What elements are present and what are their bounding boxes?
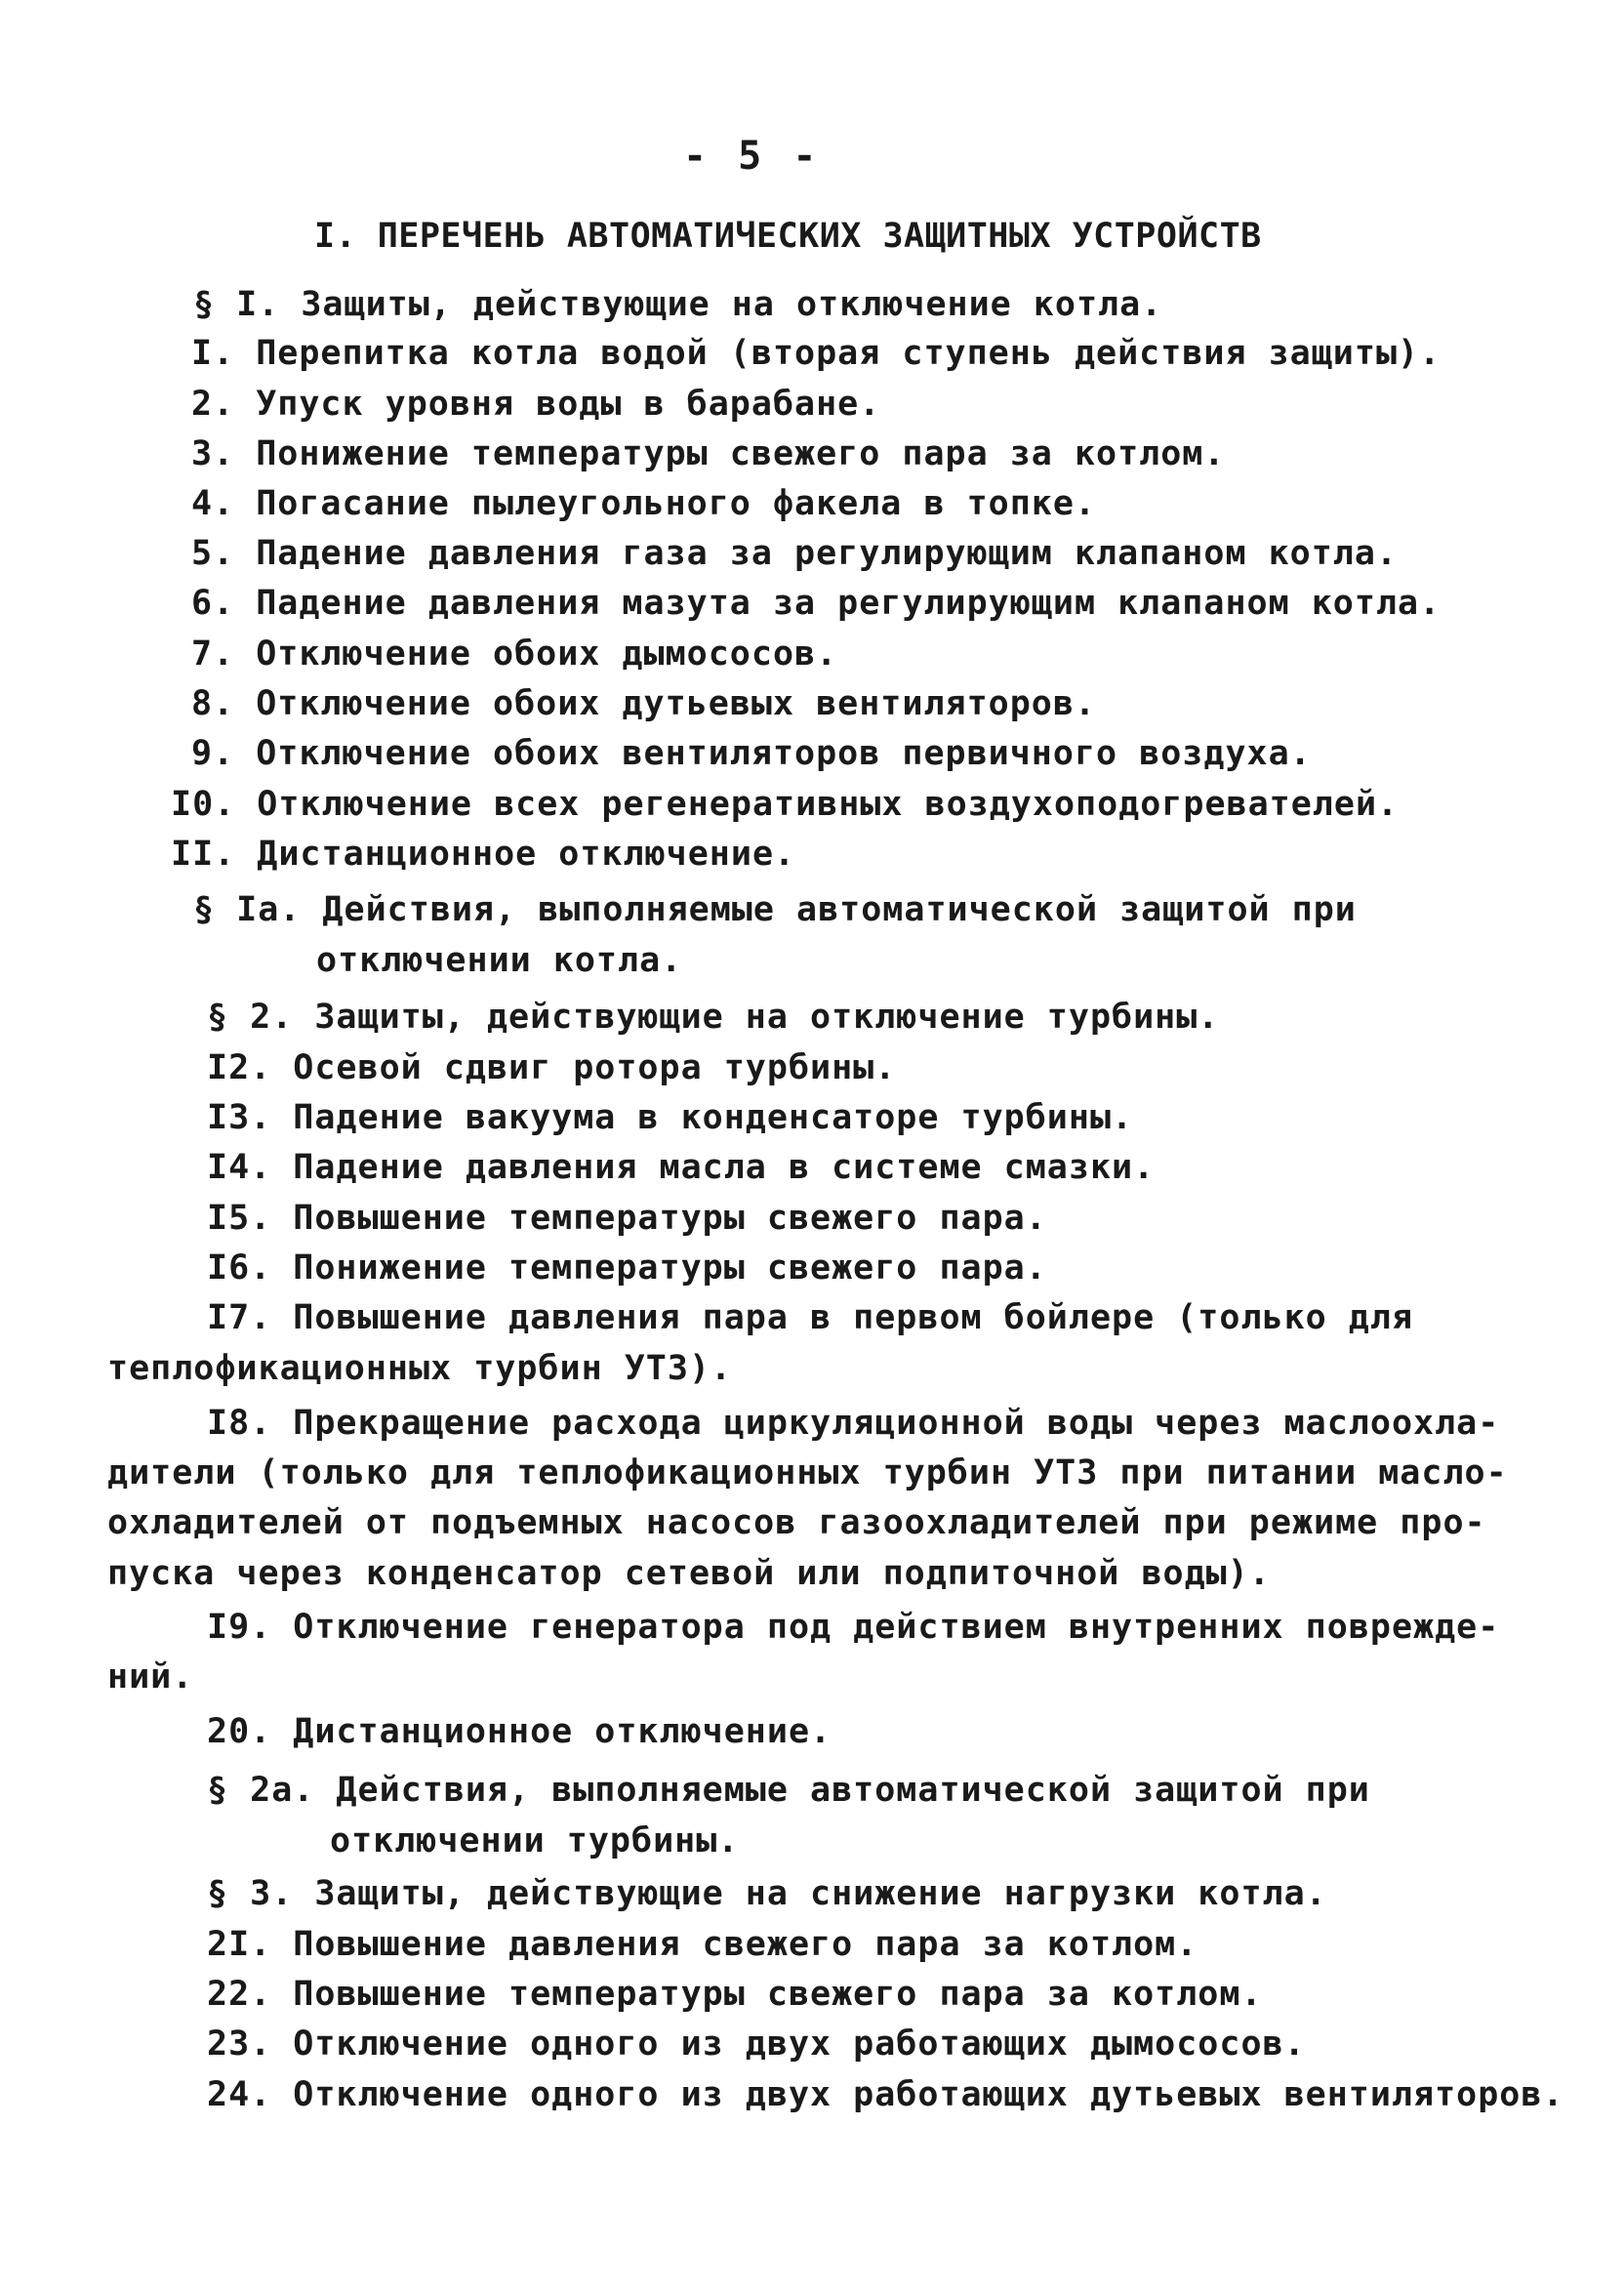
list-item: I8. Прекращение расхода циркуляционной воды через маслоохла-: [207, 1404, 1500, 1443]
page-number: - 5 -: [683, 134, 821, 179]
list-item: I3. Падение вакуума в конденсаторе турбины.: [207, 1098, 1134, 1137]
list-item: 23. Отключение одного из двух работающих дымососов.: [207, 2024, 1306, 2064]
section-heading: § 3. Защиты, действующие на снижение нагрузки котла.: [207, 1874, 1327, 1913]
section-heading: § 2а. Действия, выполняемые автоматической защитой при: [207, 1771, 1370, 1810]
list-item: 3. Понижение температуры свежего пара за котлом.: [191, 434, 1226, 473]
list-item: 5. Падение давления газа за регулирующим клапаном котла.: [191, 534, 1399, 573]
list-item-continuation: дители (только для теплофикационных турбин УТЗ при питании масло-: [107, 1453, 1508, 1493]
section-heading-continuation: отключении котла.: [316, 941, 683, 980]
list-item: I. Перепитка котла водой (вторая ступень действия защиты).: [191, 334, 1441, 373]
list-item: I6. Понижение температуры свежего пара.: [207, 1248, 1047, 1288]
page-title: I. ПЕРЕЧЕНЬ АВТОМАТИЧЕСКИХ ЗАЩИТНЫХ УСТРОЙСТВ: [314, 217, 1262, 256]
section-heading: § I. Защиты, действующие на отключение котла.: [193, 285, 1163, 324]
section-heading: § Iа. Действия, выполняемые автоматической защитой при: [193, 890, 1357, 929]
list-item: I0. Отключение всех регенеративных воздухоподогревателей.: [171, 785, 1400, 824]
list-item-continuation: пуска через конденсатор сетевой или подпиточной воды).: [107, 1554, 1271, 1593]
list-item: 4. Погасание пылеугольного факела в топке.: [191, 484, 1097, 523]
list-item: 24. Отключение одного из двух работающих дутьевых вентиляторов.: [207, 2075, 1564, 2114]
list-item-continuation: охладителей от подъемных насосов газоохладителей при режиме про-: [107, 1503, 1486, 1542]
list-item: 8. Отключение обоих дутьевых вентиляторов.: [191, 684, 1097, 723]
list-item: 22. Повышение температуры свежего пара за котлом.: [207, 1975, 1263, 2014]
list-item: 7. Отключение обоих дымососов.: [191, 634, 838, 674]
list-item: I9. Отключение генератора под действием внутренних поврежде-: [207, 1608, 1500, 1647]
list-item-continuation: ний.: [107, 1657, 194, 1697]
list-item: I5. Повышение температуры свежего пара.: [207, 1199, 1047, 1238]
section-heading: § 2. Защиты, действующие на отключение турбины.: [207, 998, 1220, 1037]
list-item: 6. Падение давления мазута за регулирующим клапаном котла.: [191, 584, 1441, 623]
list-item: I7. Повышение давления пара в первом бойлере (только для: [207, 1298, 1414, 1337]
list-item-continuation: теплофикационных турбин УТЗ).: [107, 1349, 733, 1388]
list-item: 9. Отключение обоих вентиляторов первичного воздуха.: [191, 734, 1312, 773]
section-heading-continuation: отключении турбины.: [330, 1821, 740, 1861]
list-item: 20. Дистанционное отключение.: [207, 1712, 832, 1751]
list-item: 2I. Повышение давления свежего пара за котлом.: [207, 1925, 1198, 1964]
list-item: II. Дистанционное отключение.: [171, 835, 796, 874]
list-item: I4. Падение давления масла в системе смазки.: [207, 1148, 1156, 1187]
list-item: 2. Упуск уровня воды в барабане.: [191, 385, 881, 424]
list-item: I2. Осевой сдвиг ротора турбины.: [207, 1048, 897, 1087]
